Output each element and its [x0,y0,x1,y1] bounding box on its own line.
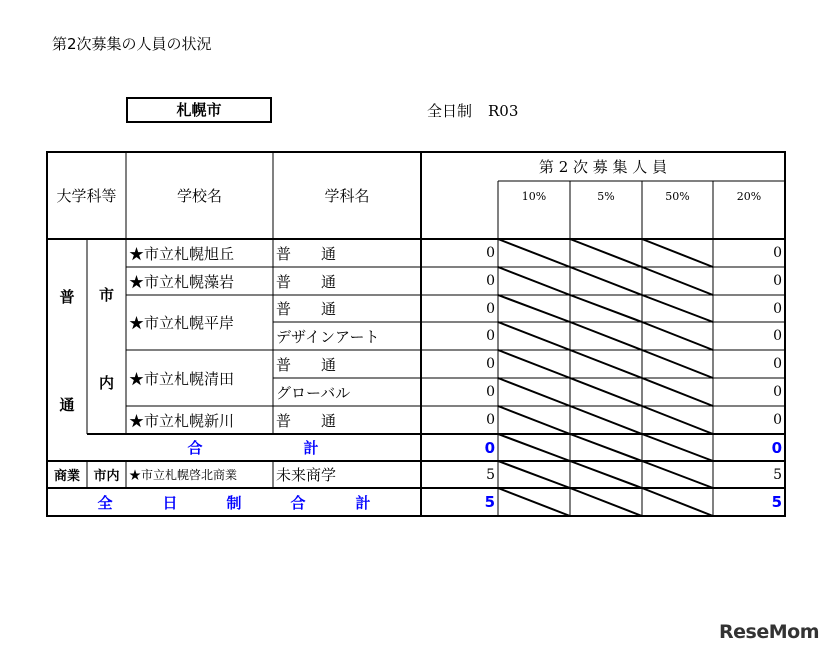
diagonal-slash [642,239,713,267]
diagonal-slash [642,461,713,488]
grand-total-label: 全 [97,493,113,512]
subtotal-pct20: 0 [771,438,782,457]
diagonal-slash [570,461,642,488]
diagonal-slash [570,434,642,461]
recruit-total: 0 [486,328,495,344]
diagonal-slash [570,322,642,350]
section-city-bottom: 内 [98,373,114,392]
pct20-value: 0 [773,245,782,261]
school-name: ★市立札幌旭丘 [129,244,235,263]
diagonal-slash [642,378,713,406]
course-type: 全日制 [427,102,473,120]
header-pct-50: 50% [665,189,690,203]
department-name: 未来商学 [276,466,337,484]
recruit-total: 0 [486,300,495,317]
department-name: 普 通 [276,244,337,263]
pct20-value: 0 [773,356,782,372]
year-label: R03 [488,102,519,120]
school-name: ★市立札幌清田 [129,369,235,388]
pct20-value: 0 [773,328,782,344]
diagonal-slash [498,461,570,488]
diagonal-slash [642,267,713,295]
section-commerce: 商業 [53,469,80,484]
header-recruitment: 第 2 次 募 集 人 員 [538,158,668,176]
recruit-total: 0 [486,384,495,400]
diagonal-slash [642,322,713,350]
school-name: ★市立札幌平岸 [129,314,235,332]
pct20-value: 0 [773,384,782,400]
department-name: 普 通 [276,300,337,318]
diagonal-slash [498,350,570,378]
diagonal-slash [498,488,570,516]
diagonal-slash [498,434,570,461]
grand-total: 5 [484,493,495,511]
header-pct-20: 20% [736,189,762,203]
document-title: 第2次募集の人員の状況 [52,35,212,53]
header-pct-10: 10% [521,189,547,203]
diagonal-slash [570,295,642,322]
pct20-value: 5 [773,466,782,483]
diagonal-slash [570,378,642,406]
department-name: 普 通 [276,411,337,430]
diagonal-slash [642,406,713,434]
grand-total-label: 計 [355,493,371,512]
diagonal-slash [570,488,642,516]
pct20-value: 0 [773,300,782,317]
diagonal-slash [642,434,713,461]
diagonal-slash [570,350,642,378]
city-label: 札幌市 [126,97,272,123]
grand-total-label: 合 [290,493,306,512]
department-name: グローバル [276,383,351,402]
diagonal-slash [570,239,642,267]
diagonal-slash [498,267,570,295]
diagonal-slash [498,239,570,267]
pct20-value: 0 [773,412,782,428]
header-school: 学校名 [176,187,222,205]
section-city-top: 市 [98,285,114,304]
diagonal-slash [642,295,713,322]
recruit-total: 0 [486,245,495,261]
grand-total-label: 制 [226,493,242,512]
recruit-total: 0 [486,412,495,428]
recruit-total: 0 [486,356,495,372]
section-general-top: 普 [59,287,75,306]
resemom-logo: ReseMom [719,621,819,643]
department-name: 普 通 [276,272,337,291]
diagonal-slash [498,295,570,322]
department-name: 普 通 [276,355,337,374]
recruit-total: 5 [486,466,495,483]
recruit-total: 0 [486,273,495,289]
diagonal-slash [498,322,570,350]
diagonal-slash [498,378,570,406]
school-name: ★市立札幌新川 [129,411,235,430]
diagonal-slash [498,406,570,434]
school-name: ★市立札幌藻岩 [129,272,235,291]
department-name: デザインアート [276,327,380,346]
section-commerce-city: 市内 [93,469,120,484]
subtotal-total: 0 [484,438,495,457]
diagonal-slash [570,267,642,295]
subtotal-label-a: 合 [187,439,203,457]
school-name: ★市立札幌啓北商業 [129,468,238,482]
diagonal-slash [642,350,713,378]
subtotal-label-b: 計 [303,439,319,457]
header-category: 大学科等 [56,187,117,205]
header-pct-5: 5% [597,189,615,203]
diagonal-slash [642,488,713,516]
pct20-value: 0 [773,273,782,289]
grand-total-pct20: 5 [771,493,782,511]
diagonal-slash [570,406,642,434]
header-department: 学科名 [324,187,370,205]
section-general-bottom: 通 [59,395,75,414]
grand-total-label: 日 [162,493,178,512]
